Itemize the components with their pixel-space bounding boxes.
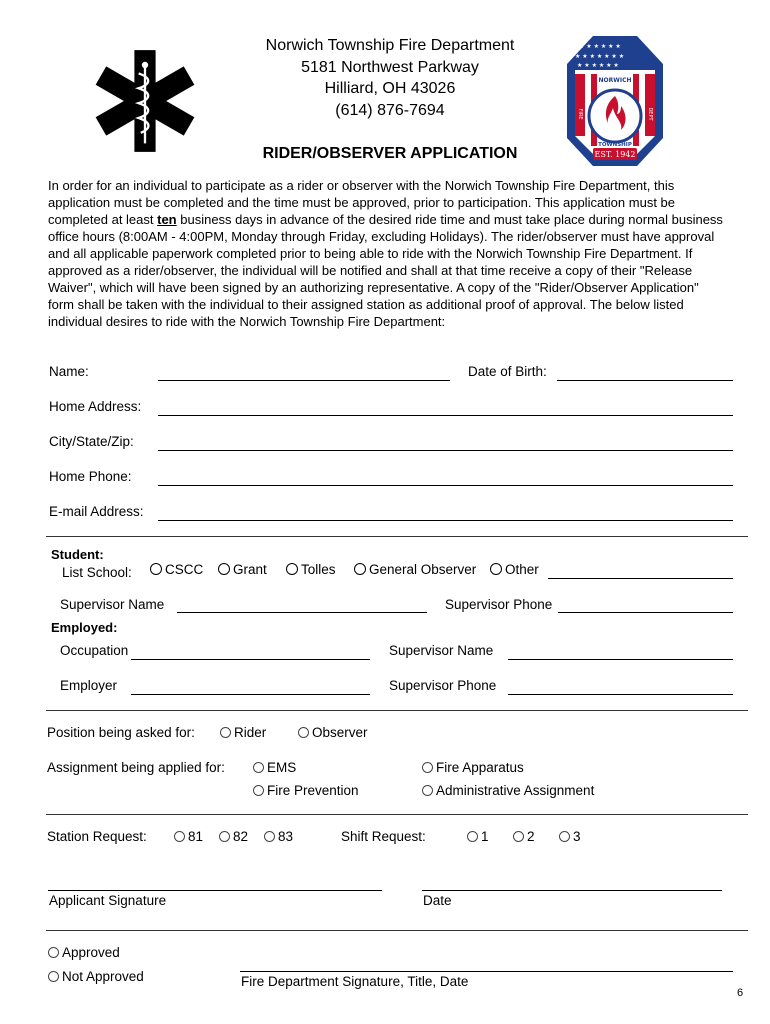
student-supervisor-name-label: Supervisor Name — [60, 597, 165, 612]
svg-text:★ ★ ★ ★ ★ ★ ★: ★ ★ ★ ★ ★ ★ ★ — [575, 53, 625, 60]
radio-shift-2[interactable] — [513, 831, 524, 842]
shift-option-2[interactable]: 2 — [513, 829, 535, 844]
fire-department-badge — [565, 34, 665, 168]
position-label: Position being asked for: — [47, 725, 195, 740]
assignment-option-fire-prevention[interactable]: Fire Prevention — [253, 783, 359, 798]
list-school-label: List School: — [62, 565, 132, 580]
signature-date-label: Date — [423, 893, 452, 908]
station-option-81[interactable]: 81 — [174, 829, 203, 844]
page-number: 6 — [737, 987, 744, 999]
approval-option-approved[interactable]: Approved — [48, 945, 120, 960]
employed-supervisor-phone-field[interactable] — [508, 694, 733, 695]
shift-request-label: Shift Request: — [341, 829, 426, 844]
school-option-tolles[interactable]: Tolles — [286, 562, 336, 577]
employer-label: Employer — [60, 678, 118, 693]
school-option-general-observer[interactable]: General Observer — [354, 562, 476, 577]
student-supervisor-phone-label: Supervisor Phone — [445, 597, 553, 612]
radio-cscc[interactable] — [150, 563, 162, 575]
other-school-field[interactable] — [548, 578, 733, 579]
dob-field[interactable] — [557, 380, 733, 381]
street-address: 5181 Northwest Parkway — [301, 58, 479, 76]
radio-station-82[interactable] — [219, 831, 230, 842]
radio-shift-3[interactable] — [559, 831, 570, 842]
radio-other[interactable] — [490, 563, 502, 575]
radio-not-approved[interactable] — [48, 971, 59, 982]
home-address-field[interactable] — [158, 415, 733, 416]
assignment-option-ems[interactable]: EMS — [253, 760, 296, 775]
city-state-zip-label: City/State/Zip: — [49, 434, 134, 449]
school-option-cscc[interactable]: CSCC — [150, 562, 203, 577]
occupation-field[interactable] — [131, 659, 370, 660]
divider — [46, 536, 748, 537]
home-phone-field[interactable] — [158, 485, 733, 486]
radio-ems[interactable] — [253, 762, 264, 773]
employed-heading: Employed: — [51, 620, 118, 635]
student-supervisor-phone-field[interactable] — [558, 612, 733, 613]
employed-supervisor-phone-label: Supervisor Phone — [389, 678, 497, 693]
fire-dept-signature-field[interactable] — [240, 971, 733, 972]
name-label: Name: — [49, 364, 89, 379]
student-supervisor-name-field[interactable] — [177, 612, 427, 613]
shift-option-1[interactable]: 1 — [467, 829, 489, 844]
radio-tolles[interactable] — [286, 563, 298, 575]
station-option-83[interactable]: 83 — [264, 829, 293, 844]
employed-supervisor-name-field[interactable] — [508, 659, 733, 660]
school-option-grant[interactable]: Grant — [218, 562, 267, 577]
applicant-signature-label: Applicant Signature — [49, 893, 167, 908]
badge-left-text: FIRE — [577, 108, 583, 120]
intro-paragraph: In order for an individual to participate as a rider or observer with the Norwich Township Fire Department, this application must be completed and the time must be approved, prior to participation. This application must be completed at least ten business days in advance of the desired ride time and must take place during normal business office hours (8:00AM - 4:00PM, Monday through Friday, excluding Holidays). The rider/observer must have approval and all applicable paperwork completed prior to being able to ride with the Norwich Township Fire Department. If approved as a rider/observer, the individual will be notified and shall at that time receive a copy of their "Release Waiver", which will have been signed by an authorizing representative. A copy of the "Rider/Observer Application" form shall be taken with the individual to their assigned station as additional proof of approval. The below listed individual desires to ride with the Norwich Township Fire Department: — [48, 178, 723, 329]
badge-bottom-text: TOWNSHIP — [598, 142, 632, 148]
station-request-label: Station Request: — [47, 829, 147, 844]
department-name: Norwich Township Fire Department — [265, 37, 515, 54]
radio-fire-apparatus[interactable] — [422, 762, 433, 773]
station-option-82[interactable]: 82 — [219, 829, 248, 844]
divider — [46, 814, 748, 815]
page-title: RIDER/OBSERVER APPLICATION — [262, 145, 518, 162]
assignment-option-fire-apparatus[interactable]: Fire Apparatus — [422, 760, 524, 775]
city-address: Hilliard, OH 43026 — [324, 80, 456, 97]
divider — [46, 710, 748, 711]
school-option-other[interactable]: Other — [490, 562, 539, 577]
radio-station-83[interactable] — [264, 831, 275, 842]
student-heading: Student: — [51, 547, 104, 562]
dob-label: Date of Birth: — [468, 364, 547, 379]
badge-top-text: NORWICH — [598, 77, 632, 84]
employer-field[interactable] — [131, 694, 370, 695]
badge-right-text: DEPT — [647, 107, 653, 121]
radio-station-81[interactable] — [174, 831, 185, 842]
divider — [46, 930, 748, 931]
signature-date-field[interactable] — [422, 890, 722, 891]
email-field[interactable] — [158, 520, 733, 521]
radio-general-observer[interactable] — [354, 563, 366, 575]
radio-grant[interactable] — [218, 563, 230, 575]
radio-fire-prevention[interactable] — [253, 785, 264, 796]
applicant-signature-field[interactable] — [48, 890, 382, 891]
home-address-label: Home Address: — [49, 399, 142, 414]
position-option-observer[interactable]: Observer — [298, 725, 368, 740]
radio-observer[interactable] — [298, 727, 309, 738]
shift-option-3[interactable]: 3 — [559, 829, 581, 844]
assignment-label: Assignment being applied for: — [47, 760, 225, 775]
home-phone-label: Home Phone: — [49, 469, 132, 484]
radio-approved[interactable] — [48, 947, 59, 958]
radio-administrative-assignment[interactable] — [422, 785, 433, 796]
name-field[interactable] — [158, 380, 450, 381]
fire-dept-signature-label: Fire Department Signature, Title, Date — [241, 974, 469, 989]
radio-rider[interactable] — [220, 727, 231, 738]
svg-text:★ ★ ★ ★ ★ ★: ★ ★ ★ ★ ★ ★ — [577, 62, 619, 69]
approval-option-not-approved[interactable]: Not Approved — [48, 969, 144, 984]
city-state-zip-field[interactable] — [158, 450, 733, 451]
phone-number: (614) 876-7694 — [335, 101, 445, 119]
svg-text:★ ★ ★ ★ ★ ★: ★ ★ ★ ★ ★ ★ — [579, 43, 621, 50]
email-label: E-mail Address: — [49, 504, 144, 519]
employed-supervisor-name-label: Supervisor Name — [389, 643, 494, 658]
position-option-rider[interactable]: Rider — [220, 725, 266, 740]
intro-emphasis: ten — [157, 212, 177, 227]
assignment-option-administrative[interactable]: Administrative Assignment — [422, 783, 594, 798]
badge-est-text: EST. 1942 — [594, 150, 636, 159]
radio-shift-1[interactable] — [467, 831, 478, 842]
occupation-label: Occupation — [60, 643, 129, 658]
